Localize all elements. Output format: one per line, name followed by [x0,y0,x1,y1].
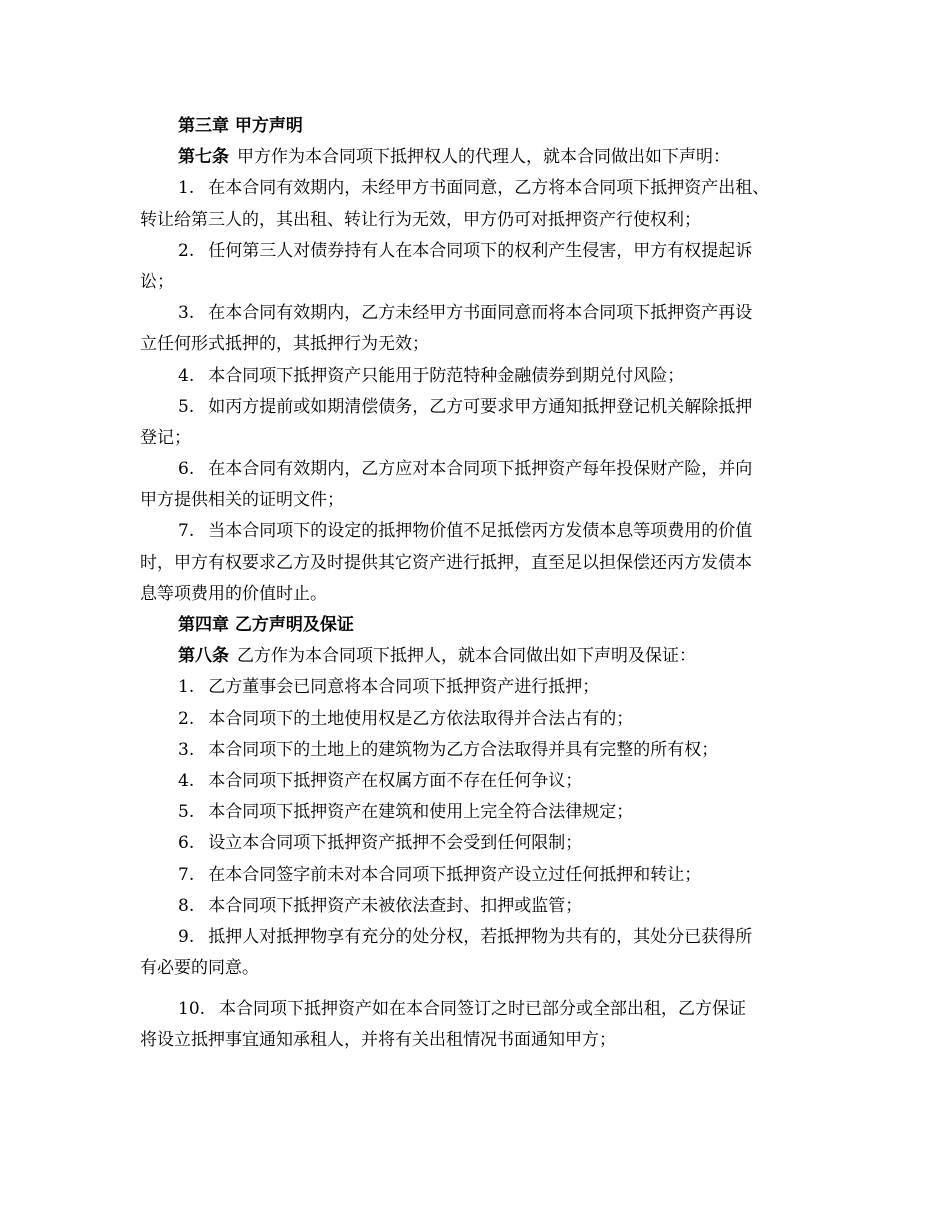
ch3-item-2-number: 2. [178,240,195,261]
ch4-item-8-line1 [0,891,950,922]
ch3-item-3-line2: 立任何形式抵押的，其抵押行为无效； [140,334,429,355]
ch3-item-3-text: 在本合同有效期内，乙方未经甲方书面同意而将本合同项下抵押资产再设 [208,303,753,324]
ch4-item-6-line1 [0,828,950,859]
ch4-item-4-line1 [0,766,950,797]
article-7-text: 甲方作为本合同项下抵押权人的代理人，就本合同做出如下声明： [237,147,730,168]
ch3-item-6-line1 [0,454,950,485]
ch4-item-8-text: 本合同项下抵押资产未被依法查封、扣押或监管； [208,895,583,916]
ch4-item-1-text: 乙方董事会已同意将本合同项下抵押资产进行抵押； [208,677,600,698]
article-8-text: 乙方作为本合同项下抵押人，就本合同做出如下声明及保证： [237,646,696,667]
ch3-item-5-number: 5. [178,396,195,417]
ch3-item-7-line1 [0,516,950,547]
ch3-item-4-number: 4. [178,365,195,386]
ch4-item-2-number: 2. [178,708,195,729]
ch3-item-2-text: 任何第三人对债券持有人在本合同项下的权利产生侵害，甲方有权提起诉 [208,240,753,261]
ch4-item-10-line2: 将设立抵押事宜通知承租人，并将有关出租情况书面通知甲方； [140,1030,616,1051]
article-7-label: 第七条 [178,147,229,168]
ch4-item-10-line1 [0,994,950,1025]
ch3-item-6-text: 在本合同有效期内，乙方应对本合同项下抵押资产每年投保财产险，并向 [208,459,753,480]
ch4-item-3-number: 3. [178,739,195,760]
article-8 [0,641,950,672]
ch4-item-5-text: 本合同项下抵押资产在建筑和使用上完全符合法律规定； [208,802,634,823]
ch3-item-5-text: 如丙方提前或如期清偿债务，乙方可要求甲方通知抵押登记机关解除抵押 [208,396,753,417]
paragraph-gap [0,984,950,994]
article-7 [0,142,950,173]
ch4-item-8-number: 8. [178,895,195,916]
article-8-label: 第八条 [178,646,229,667]
ch3-item-6-number: 6. [178,459,195,480]
ch3-item-7-text: 当本合同项下的设定的抵押物价值不足抵偿丙方发债本息等项费用的价值 [208,521,753,542]
ch4-item-3-text: 本合同项下的土地上的建筑物为乙方合法取得并具有完整的所有权； [208,739,719,760]
ch3-item-3-number: 3. [178,303,195,324]
ch4-item-9-text: 抵押人对抵押物享有充分的处分权，若抵押物为共有的，其处分已获得所 [208,926,753,947]
ch3-item-4-text: 本合同项下抵押资产只能用于防范特种金融债券到期兑付风险； [208,365,685,386]
ch4-item-10-number: 10. [178,999,206,1020]
ch4-item-7-text: 在本合同签字前未对本合同项下抵押资产设立过任何抵押和转让； [208,864,702,885]
chapter-4-title: 第四章 乙方声明及保证 [178,615,354,635]
ch3-item-1-number: 1. [178,178,195,199]
ch4-item-4-number: 4. [178,770,195,791]
ch4-item-9-line1 [0,922,950,953]
chapter-3-title: 第三章 甲方声明 [178,116,303,136]
ch3-item-1-line1 [0,173,950,204]
ch3-item-1-text: 在本合同有效期内，未经甲方书面同意，乙方将本合同项下抵押资产出租、 [208,178,770,199]
ch4-item-9-line2: 有必要的同意。 [140,958,259,979]
ch4-item-4-text: 本合同项下抵押资产在权属方面不存在任何争议； [208,770,583,791]
ch3-item-2-line2: 讼； [140,271,174,292]
ch4-item-5-number: 5. [178,802,195,823]
ch3-item-5-line2: 登记； [140,427,191,448]
ch4-item-5-line1 [0,797,950,828]
ch4-item-2-text: 本合同项下的土地使用权是乙方依法取得并合法占有的； [208,708,634,729]
ch3-item-6-line2: 甲方提供相关的证明文件； [140,490,344,511]
ch3-item-7-line3: 息等项费用的价值时止。 [140,583,327,604]
ch3-item-3-line1 [0,298,950,329]
ch4-item-9-number: 9. [178,926,195,947]
ch4-item-3-line1 [0,735,950,766]
ch3-item-1-line2: 转让给第三人的，其出租、转让行为无效，甲方仍可对抵押资产行使权利； [140,209,701,230]
ch4-item-1-line1 [0,672,950,703]
ch3-item-4-line1 [0,361,950,392]
ch4-item-6-number: 6. [178,833,195,854]
ch3-item-7-number: 7. [178,521,195,542]
ch4-item-7-number: 7. [178,864,195,885]
ch4-item-7-line1 [0,860,950,891]
ch3-item-2-line1 [0,236,950,267]
ch3-item-5-line1 [0,392,950,423]
ch4-item-10-text: 本合同项下抵押资产如在本合同签订之时已部分或全部出租，乙方保证 [219,999,747,1020]
ch4-item-2-line1 [0,704,950,735]
ch4-item-6-text: 设立本合同项下抵押资产抵押不会受到任何限制； [208,833,583,854]
ch4-item-1-number: 1. [178,677,195,698]
ch3-item-7-line2: 时，甲方有权要求乙方及时提供其它资产进行抵押，直至足以担保偿还丙方发债本 [140,552,752,573]
